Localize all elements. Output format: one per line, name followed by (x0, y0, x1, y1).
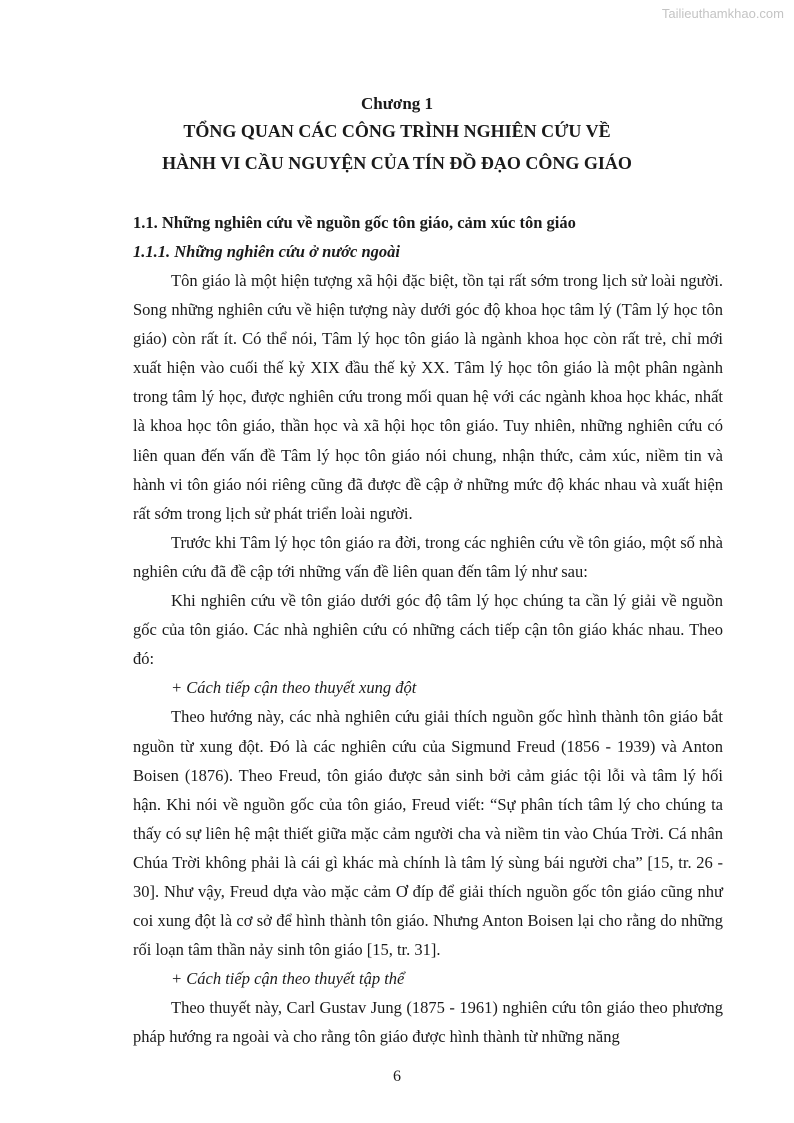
paragraph: Theo thuyết này, Carl Gustav Jung (1875 - 1961) nghiên cứu tôn giáo theo phương pháp hướng ra ngoài và cho rằng tôn giáo được hình thành từ những năng (133, 998, 723, 1047)
paragraph: Khi nghiên cứu về tôn giáo dưới góc độ tâm lý học chúng ta cần lý giải về nguồn gốc của tôn giáo. Các nhà nghiên cứu có những cách tiếp cận tôn giáo khác nhau. Theo đó: (133, 591, 723, 669)
subsection-heading: 1.1.1. Những nghiên cứu ở nước ngoài (133, 242, 400, 261)
paragraph: Tôn giáo là một hiện tượng xã hội đặc biệt, tồn tại rất sớm trong lịch sử loài người. Song những nghiên cứu về hiện tượng này dưới góc độ khoa học tâm lý (Tâm lý học tôn giáo) còn rất ít. Có thể nói, Tâm lý học tôn giáo là ngành khoa học còn rất trẻ, chỉ mới xuất hiện vào cuối thế kỷ XIX đầu thế kỷ XX. Tâm lý học tôn giáo là một phân ngành trong tâm lý học, được nghiên cứu trong mối quan hệ với các ngành khoa học khác, nhất là khoa học tôn giáo, thần học và xã hội học tôn giáo. Tuy nhiên, những nghiên cứu có liên quan đến vấn đề Tâm lý học tôn giáo nói chung, nhận thức, cảm xúc, niềm tin và hành vi tôn giáo nói riêng cũng đã được đề cập ở những mức độ khác nhau và xuất hiện rất sớm trong lịch sử phát triển loài người. (133, 271, 723, 523)
approach-heading: + Cách tiếp cận theo thuyết tập thể (171, 969, 405, 989)
body-text (133, 266, 723, 1052)
paragraph: Trước khi Tâm lý học tôn giáo ra đời, trong các nghiên cứu về tôn giáo, một số nhà nghiên cứu đã đề cập tới những vấn đề liên quan đến tâm lý như sau: (133, 532, 723, 581)
chapter-title-line-1: TỔNG QUAN CÁC CÔNG TRÌNH NGHIÊN CỨU VỀ (183, 121, 611, 141)
section-heading: 1.1. Những nghiên cứu về nguồn gốc tôn giáo, cảm xúc tôn giáo (133, 213, 576, 232)
page-number: 6 (393, 1068, 401, 1085)
paragraph: Theo hướng này, các nhà nghiên cứu giải thích nguồn gốc hình thành tôn giáo bắt nguồn từ xung đột. Đó là các nghiên cứu của Sigmund Freud (1856 - 1939) và Anton Boisen (1876). Theo Freud, tôn giáo được sản sinh bởi cảm giác tội lỗi và tâm lý hối hận. Khi nói về nguồn gốc của tôn giáo, Freud viết: “Sự phân tích tâm lý cho chúng ta thấy có sự liên hệ mật thiết giữa mặc cảm người cha và niềm tin vào Chúa Trời. Cá nhân Chúa Trời không phải là cái gì khác mà chính là tâm lý sùng bái người cha” [15, tr. 26 - 30]. Như vậy, Freud dựa vào mặc cảm Ơ đíp để giải thích nguồn gốc tôn giáo cũng như coi xung đột là cơ sở để hình thành tôn giáo. Nhưng Anton Boisen lại cho rằng do những rối loạn tâm thần nảy sinh tôn giáo [15, tr. 31]. (133, 707, 723, 960)
approach-heading: + Cách tiếp cận theo thuyết xung đột (171, 678, 417, 698)
chapter-label: Chương 1 (360, 94, 434, 113)
chapter-title-line-2: HÀNH VI CẦU NGUYỆN CỦA TÍN ĐỒ ĐẠO CÔNG GIÁO (162, 153, 632, 173)
watermark: Tailieuthamkhao.com (661, 6, 784, 21)
